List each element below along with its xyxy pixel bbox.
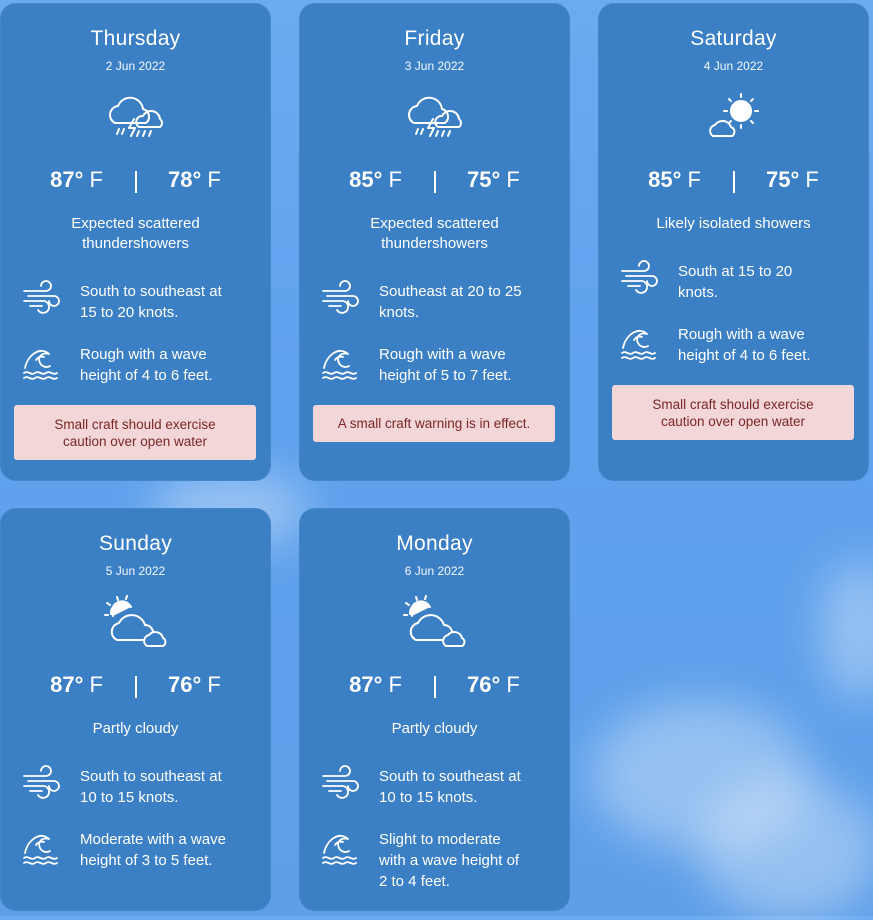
forecast-card-thursday <box>0 3 271 481</box>
temperature-range <box>0 167 271 199</box>
forecast-card-friday <box>299 3 570 481</box>
day-date: 6 Jun 2022 <box>404 564 465 578</box>
day-name: Friday <box>404 27 465 50</box>
temperature-range <box>0 672 271 704</box>
wave-row <box>620 324 855 368</box>
day-name: Saturday <box>690 27 777 50</box>
day-date: 4 Jun 2022 <box>703 59 764 73</box>
temperature-range <box>598 167 869 199</box>
high-temp: 85° F <box>648 167 701 192</box>
wave-row <box>321 344 556 388</box>
forecast-text: Partly cloudy <box>92 720 179 737</box>
wave-icon <box>321 829 361 865</box>
temp-divider <box>135 676 137 698</box>
temp-divider <box>733 171 735 193</box>
day-name: Sunday <box>98 532 173 555</box>
wind-text: South to southeast at 10 to 15 knots. <box>379 768 521 806</box>
wave-text: Rough with a wave height of 5 to 7 feet. <box>379 346 512 384</box>
wind-row <box>22 766 257 810</box>
day-name: Monday <box>396 532 473 555</box>
forecast-text: Partly cloudy <box>391 720 478 737</box>
temperature-range <box>299 167 570 199</box>
wind-icon <box>22 766 62 802</box>
forecast-text: Expected scattered thundershowers <box>370 215 499 252</box>
wave-row <box>321 829 556 893</box>
advisory-box: Small craft should exercise caution over open water <box>14 405 256 460</box>
day-date: 3 Jun 2022 <box>404 59 465 73</box>
temp-divider <box>135 171 137 193</box>
forecast-text: Likely isolated showers <box>656 215 811 232</box>
low-temp: 76° F <box>467 672 520 697</box>
low-temp: 75° F <box>467 167 520 192</box>
wave-text: Moderate with a wave height of 3 to 5 feet. <box>80 831 226 869</box>
wind-row <box>22 281 257 325</box>
wave-icon <box>22 344 62 380</box>
wind-icon <box>22 281 62 317</box>
wind-text: South to southeast at 15 to 20 knots. <box>80 283 222 321</box>
partly-cloudy-icon <box>399 594 471 654</box>
day-date: 5 Jun 2022 <box>105 564 166 578</box>
background-cloud <box>700 780 873 920</box>
wave-text: Rough with a wave height of 4 to 6 feet. <box>678 326 811 364</box>
wind-text: South at 15 to 20 knots. <box>678 263 793 301</box>
high-temp: 87° F <box>349 672 402 697</box>
low-temp: 78° F <box>168 167 221 192</box>
warning-box: A small craft warning is in effect. <box>313 405 555 442</box>
wind-row <box>321 766 556 810</box>
wave-text: Rough with a wave height of 4 to 6 feet. <box>80 346 213 384</box>
high-temp: 85° F <box>349 167 402 192</box>
wave-row <box>22 344 257 388</box>
forecast-text: Expected scattered thundershowers <box>71 215 200 252</box>
partly-cloudy-icon <box>100 594 172 654</box>
forecast-card-saturday <box>598 3 869 481</box>
wave-text: Slight to moderate with a wave height of 2 to 4 feet. <box>379 831 520 890</box>
thunderstorm-icon <box>404 89 466 149</box>
wind-icon <box>620 261 660 297</box>
wind-row <box>620 261 855 305</box>
low-temp: 76° F <box>168 672 221 697</box>
day-date: 2 Jun 2022 <box>105 59 166 73</box>
wind-row <box>321 281 556 325</box>
low-temp: 75° F <box>766 167 819 192</box>
wave-icon <box>22 829 62 865</box>
forecast-card-monday <box>299 508 570 911</box>
temp-divider <box>434 171 436 193</box>
wind-text: Southeast at 20 to 25 knots. <box>379 283 522 321</box>
wind-icon <box>321 281 361 317</box>
forecast-card-sunday <box>0 508 271 911</box>
sun-behind-cloud-icon <box>703 89 765 149</box>
thunderstorm-icon <box>105 89 167 149</box>
temperature-range <box>299 672 570 704</box>
temp-divider <box>434 676 436 698</box>
wave-icon <box>321 344 361 380</box>
day-name: Thursday <box>90 27 181 50</box>
wind-text: South to southeast at 10 to 15 knots. <box>80 768 222 806</box>
wind-icon <box>321 766 361 802</box>
high-temp: 87° F <box>50 672 103 697</box>
wave-row <box>22 829 257 873</box>
advisory-box: Small craft should exercise caution over open water <box>612 385 854 440</box>
wave-icon <box>620 324 660 360</box>
high-temp: 87° F <box>50 167 103 192</box>
background-cloud <box>820 560 873 700</box>
